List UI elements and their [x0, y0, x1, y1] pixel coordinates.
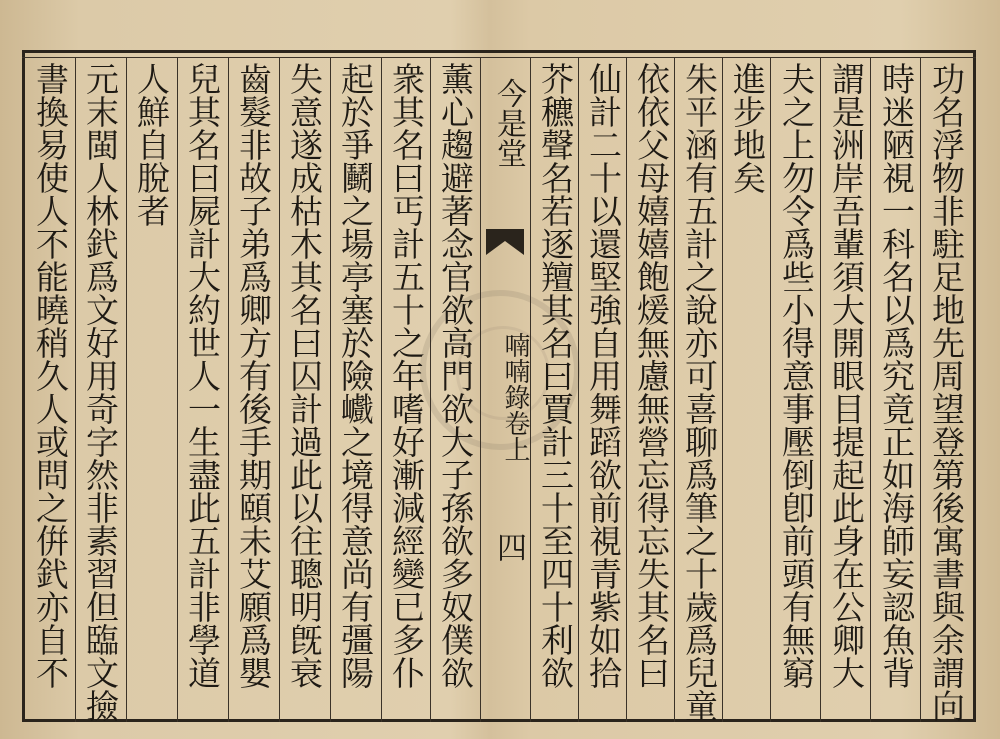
text-column-left-4: 失意遂成枯木其名曰囚計過此以往聰明旣衰 [285, 62, 324, 689]
text-column-left-3: 起於爭鬭之場亭塞於險巇之境得意尚有彊陽 [336, 62, 375, 689]
center-title: 今是堂 [491, 78, 526, 168]
text-column-left-5: 齒髮非故子弟爲卿方有後手期頤未艾願爲嬰 [234, 62, 273, 689]
text-column-left-1: 薰心趨避著念官欲高門欲大子孫欲多奴僕欲 [436, 62, 475, 689]
column-rule [820, 57, 821, 722]
center-fold [480, 57, 530, 722]
column-rule [920, 57, 921, 722]
text-column-left-9: 書換易使人不能曉稍久人或問之倂釴亦自不 [31, 62, 70, 689]
text-column-left-8: 元末閩人林釴爲文好用奇字然非素習但臨文撿 [81, 62, 120, 722]
text-column-right-4: 夫之上勿令爲些小得意事壓倒卽前頭有無窮 [777, 62, 816, 689]
text-column-right-7: 依依父母嬉嬉飽煖無慮無營忘得忘失其名曰 [632, 62, 671, 689]
text-column-left-6: 兒其名曰屍計大約世人一生盡此五計非學道 [183, 62, 222, 689]
text-column-right-5: 進步地矣 [728, 62, 767, 194]
column-rule [870, 57, 871, 722]
fishtail-mark-icon [486, 229, 524, 255]
text-column-right-6: 朱平涵有五計之說亦可喜聊爲筆之十歲爲兒童 [680, 62, 719, 722]
text-column-right-8: 仙計二十以還堅強自用舞蹈欲前視青紫如拾 [584, 62, 623, 689]
text-column-right-2: 時迷陋視一科名以爲究竟正如海師妄認魚背 [877, 62, 916, 689]
text-column-left-2: 衆其名曰丐計五十之年嗜好漸減經變已多仆 [387, 62, 426, 689]
center-volume-title: 喃喃錄卷上 [500, 332, 530, 462]
text-column-right-9: 芥穮聲名若逐羶其名曰賈計三十至四十利欲 [536, 62, 575, 689]
center-page-number: 四 [491, 532, 526, 562]
text-column-left-7: 人鮮自脫者 [132, 62, 171, 227]
text-column-right-1: 功名浮物非駐足地先周望登第後寓書與余謂向 [927, 62, 966, 722]
text-column-right-3: 謂是洲岸吾輩須大開眼目提起此身在公卿大 [827, 62, 866, 689]
